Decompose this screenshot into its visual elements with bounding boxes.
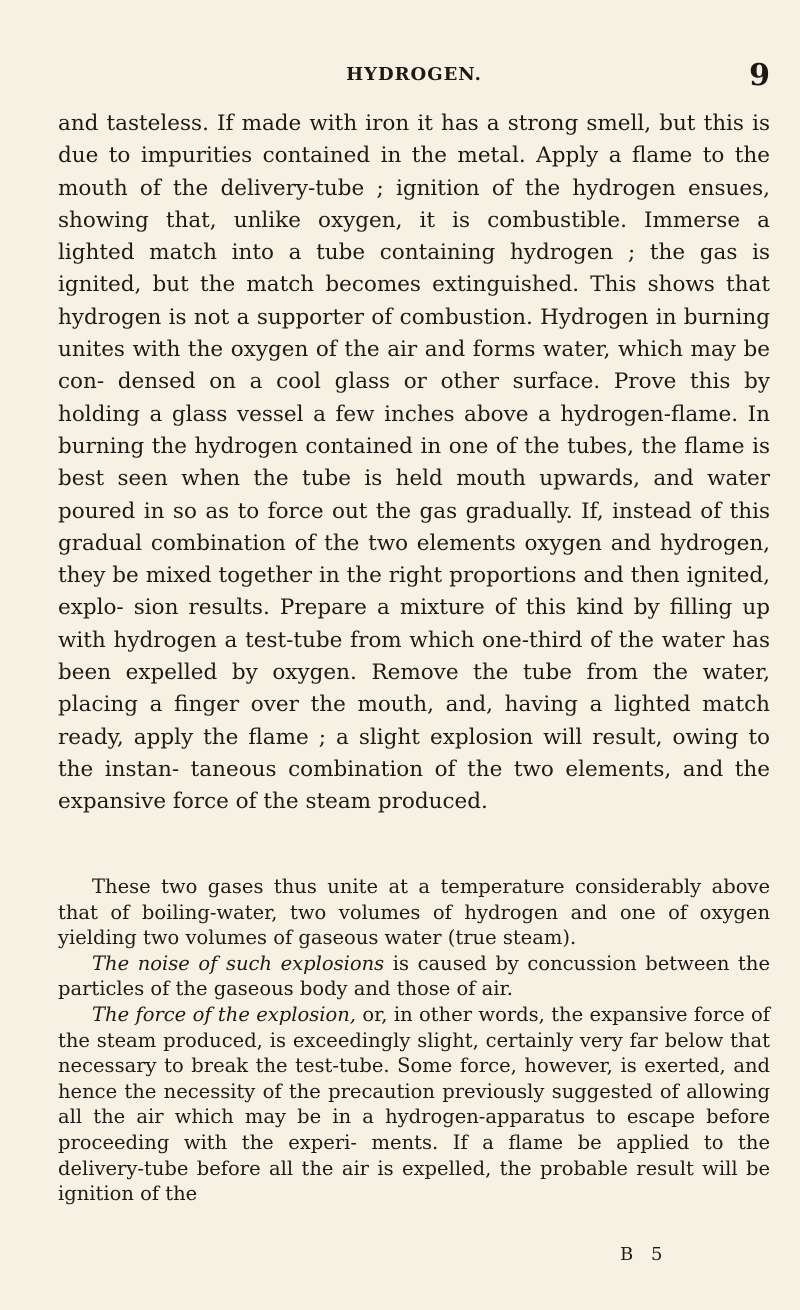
paragraph-2: These two gases thus unite at a temperature considerably above that of boiling-water, two volumes of hydrogen and one of oxygen yielding two volumes of gaseous water (true steam). xyxy=(58,875,770,950)
paragraph-4-rest: or, in other words, the expansive force of the steam produced, is exceedingly slight, certainly very far below that necessary to break the test-tube. Some force, however, is exerted, and hence the necessity of the precaution previously suggested of allowing all the air which may be in a hydrogen-apparatus to escape before proceeding with the experi- ments. If a flame be applied to the delivery-tube before all the air is expelled, the probable result will be ignition of the xyxy=(58,1002,770,1206)
paragraph-1: and tasteless. If made with iron it has a strong smell, but this is due to impurities contained in the metal. Apply a flame to the mouth of the delivery-tube ; ignition of the hydrogen ensues, showing that, unlike oxygen, it is combustible. Immerse a lighted match into a tube containing hydrogen ; the gas is ignited, but the match becomes extinguished. This shows that hydrogen is not a supporter of combustion. Hydrogen in burning unites with the oxygen of the air and forms water, which may be con- densed on a cool glass or other surface. Prove this by holding a glass vessel a few inches above a hydrogen-flame. In burning the hydrogen contained in one of the tubes, the flame is best seen when the tube is held mouth upwards, and water poured in so as to force out the gas gradually. If, instead of this gradual combination of the two elements oxygen and hydrogen, they be mixed together in the right proportions and then ignited, explo- sion results. Prepare a mixture of this kind by filling up with hydrogen a test-tube from which one-third of the water has been expelled by oxygen. Remove the tube from the water, placing a finger over the mouth, and, having a lighted match ready, apply the flame ; a slight explosion will result, owing to the instan- taneous combination of the two elements, and the expansive force of the steam produced. xyxy=(58,111,770,815)
paragraph-3-rest: is caused by concussion between the particles of the gaseous body and those of air. xyxy=(58,951,770,1001)
body-text-large xyxy=(58,108,770,819)
paragraph-3-italic: The noise of such explosions xyxy=(92,951,385,975)
running-head xyxy=(58,58,770,93)
signature-mark: B 5 xyxy=(620,1244,669,1265)
page-number: 9 xyxy=(749,58,770,93)
paragraph-4 xyxy=(58,1002,770,1207)
paragraph-3 xyxy=(58,951,770,1002)
paragraph-4-italic: The force of the explosion, xyxy=(92,1002,356,1026)
running-title: HYDROGEN. xyxy=(346,64,482,85)
body-text-small xyxy=(58,874,770,1207)
